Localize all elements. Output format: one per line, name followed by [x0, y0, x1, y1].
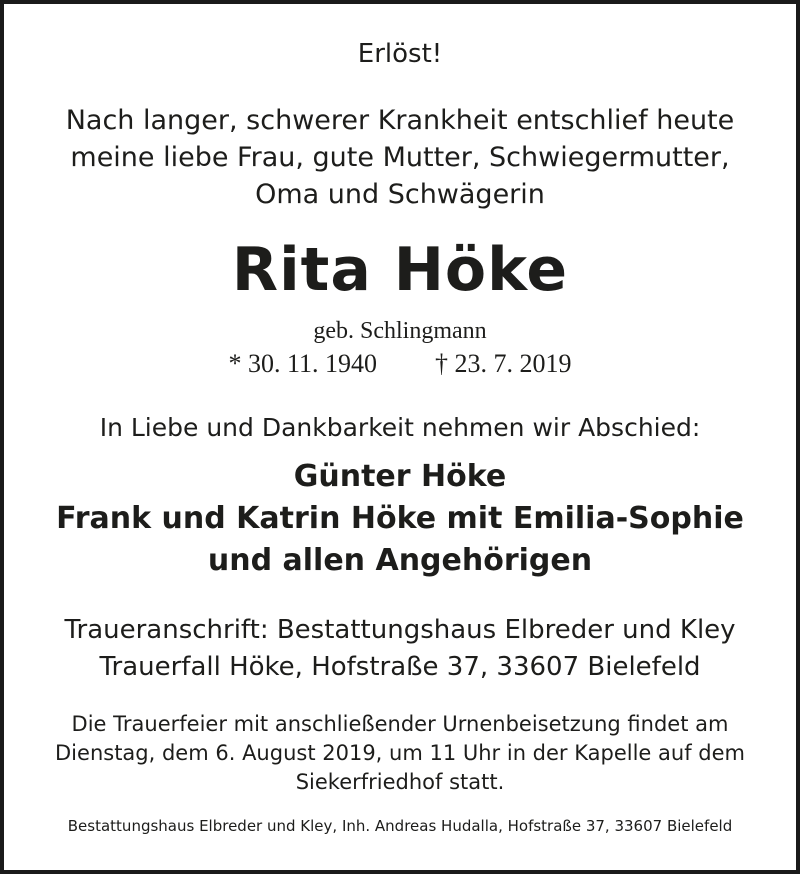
intro-line: meine liebe Frau, gute Mutter, Schwiegermutter, [70, 142, 730, 173]
service-line: Die Trauerfeier mit anschließender Urnenbeisetzung findet am [71, 712, 729, 736]
intro-text [4, 102, 796, 213]
address-line: Trauerfall Höke, Hofstraße 37, 33607 Bielefeld [99, 652, 701, 682]
service-line: Dienstag, dem 6. August 2019, um 11 Uhr in der Kapelle auf dem [55, 741, 745, 765]
maiden-name: geb. Schlingmann [313, 318, 487, 344]
birth-date: * 30. 11. 1940 [228, 349, 378, 378]
deceased-name: Rita Höke [231, 235, 569, 305]
funeral-home-footer: Bestattungshaus Elbreder und Kley, Inh. Andreas Hudalla, Hofstraße 37, 33607 Bielefeld [67, 817, 733, 835]
mourner-line: Frank und Katrin Höke mit Emilia-Sophie [56, 501, 744, 536]
farewell-text: In Liebe und Dankbarkeit nehmen wir Abschied: [99, 413, 701, 442]
mourner-line: und allen Angehörigen [207, 543, 593, 578]
death-date: † 23. 7. 2019 [435, 349, 572, 378]
mourners-list [4, 456, 796, 582]
service-line: Siekerfriedhof statt. [295, 770, 505, 794]
mourner-line: Günter Höke [293, 459, 507, 494]
intro-line: Oma und Schwägerin [255, 179, 545, 210]
intro-line: Nach langer, schwerer Krankheit entschlief heute [65, 105, 735, 136]
mourning-address [4, 612, 796, 686]
address-line: Traueranschrift: Bestattungshaus Elbreder und Kley [64, 615, 736, 645]
service-info [4, 710, 796, 797]
header-text: Erlöst! [357, 39, 443, 69]
life-dates [4, 349, 796, 379]
